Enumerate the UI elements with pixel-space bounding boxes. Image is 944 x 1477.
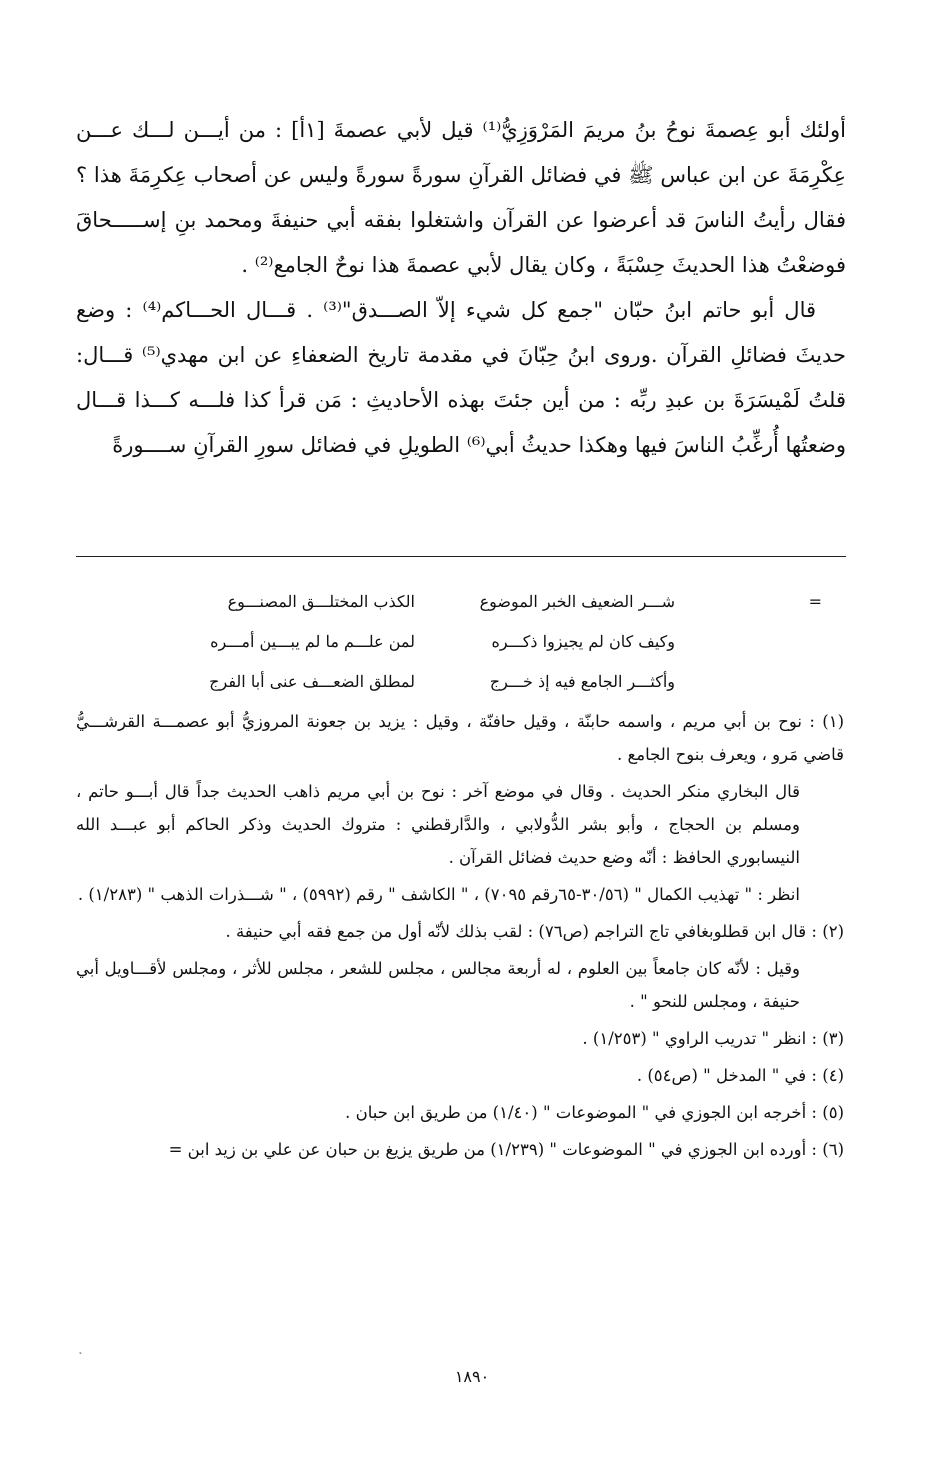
verse-left-hemistich: الكذب المختلـــق المصنـــوع	[227, 592, 415, 611]
footnote-6: (٦) : أورده ابن الجوزي في " الموضوعات " (١/٢٣٩) من طريق يزيغ بن حبان عن علي بن زيد ابن =	[168, 1140, 844, 1159]
main-paragraph-1: أولئك أبو عِصمةَ نوحُ بنُ مريمَ المَرْوَزِيُّ⁽¹⁾ قيل لأبي عصمةَ [١أ] : من أيـــن لـــك عـــن عِكْرِمَةَ عن ابن عباس ﷺ في فضائل القرآنِ سورةً سورةً وليس عن أصحاب عِكرِمَةَ هذا ؟ فقال رأيتُ الناسَ قد أعرضوا عن القرآن واشتغلوا بفقه أبي حنيفةَ ومحمد بنِ إســـــحاقَ فوضعْتُ هذا الحديثَ حِسْبَةً ، وكان يقال لأبي عصمةَ هذا نوحٌ الجامع⁽²⁾ .	[76, 118, 846, 277]
verse-left-hemistich: لمطلق الضعـــف عنى أبا الفرج	[209, 672, 415, 691]
poem-block	[120, 582, 840, 702]
footnote-3: (٣) : انظر " تدريب الراوي " (١/٢٥٣) .	[582, 1029, 844, 1048]
footnote-1-references: انظر : " تهذيب الكمال " (٣٠/٥٦-٦٥رقم ٧٠٩٥) ، " الكاشف " رقم (٥٩٩٢) ، " شـــذرات الذهب " (١/٢٨٣) .	[77, 885, 800, 904]
footnote-5: (٥) : أخرجه ابن الجوزي في " الموضوعات " (١/٤٠) من طريق ابن حبان .	[345, 1103, 844, 1122]
footnote-1: (١) : نوح بن أبي مريم ، واسمه حابنّة ، وقيل حافنّة ، وقيل : يزيد بن جعونة المروزيُّ أبو عصمـــة القرشـــيُّ قاضي مَرو ، ويعرف بنوح الجامع .	[76, 712, 844, 764]
footnotes	[76, 705, 844, 1170]
footnote-2-detail: وقيل : لأنّه كان جامعاً بين العلوم ، له أربعة مجالس ، مجلس للشعر ، مجلس للأثر ، ومجلس لأقـــاويل أبي حنيفة ، ومجلس للنحو " .	[76, 959, 800, 1011]
page-number: ١٨٩٠	[454, 1367, 490, 1386]
poem-verse	[120, 582, 840, 622]
verse-right-hemistich: وكيف كان لم يجيزوا ذكـــره	[491, 632, 675, 651]
footnote-2: (٢) : قال ابن قطلوبغافي تاج التراجم (ص٧٦) : لقب بذلك لأنّه أول من جمع فقه أبي حنيفة .	[225, 922, 844, 941]
footnote-4: (٤) : في " المدخل " (ص٥٤) .	[636, 1066, 844, 1085]
main-text	[76, 108, 846, 468]
continuation-mark: =	[808, 592, 822, 611]
verse-right-hemistich: شـــر الضعيف الخبر الموضوع	[479, 592, 675, 611]
main-paragraph-2: قال أبو حاتم ابنُ حبّان "جمع كل شيء إلاّ الصـــدق"⁽³⁾ . قـــال الحـــاكم⁽⁴⁾ : وضع حديثَ فضائلِ القرآن .وروى ابنُ حِبّانَ في مقدمة تاريخ الضعفاءِ عن ابن مهدي⁽⁵⁾ قـــال: قلتُ لَمْيسَرَةَ بن عبدِ ربِّه : من أين جئتَ بهذه الأحاديثِ : مَن قرأ كذا فلـــه كـــذا قـــال وضعتُها أُرغِّبُ الناسَ فيها وهكذا حديثُ أبي⁽⁶⁾ الطويلِ في فضائل سورِ القرآنِ ســــورةً	[76, 298, 846, 457]
poem-verse	[120, 662, 840, 702]
verse-left-hemistich: لمن علـــم ما لم يبـــين أمـــره	[210, 632, 415, 651]
footnote-separator	[76, 556, 846, 557]
footnote-1-detail: قال البخاري منكر الحديث . وقال في موضع آخر : نوح بن أبي مريم ذاهب الحديث جداً قال أبـــو حاتم ، ومسلم بن الحجاج ، وأبو بشر الدُّولابي ، والدَّارقطني : متروك الحديث وذكر الحاكم أبو عبـــد الله النيسابوري الحافظ : أنّه وضع حديث فضائل القرآن .	[76, 782, 800, 867]
poem-verse	[120, 622, 840, 662]
verse-right-hemistich: وأكثـــر الجامع فيه إذ خـــرج	[489, 672, 675, 691]
